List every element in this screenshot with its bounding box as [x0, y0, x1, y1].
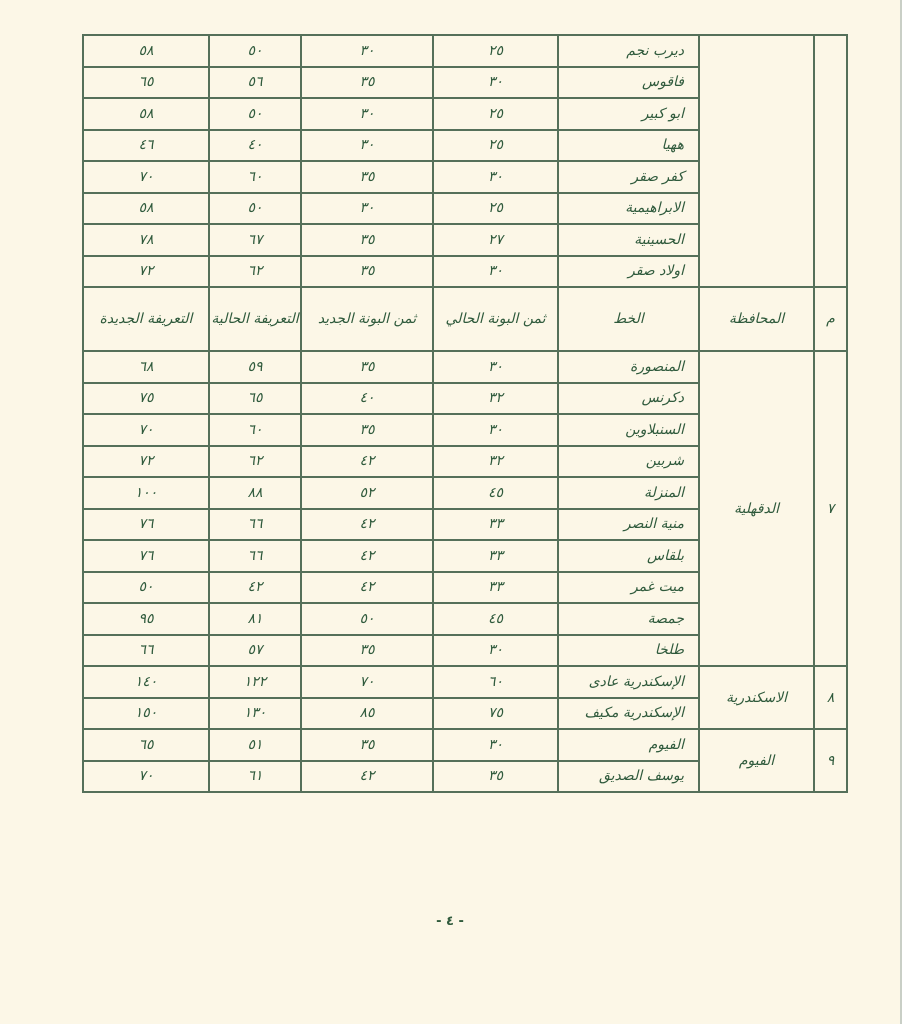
current-bottle-price: ٣٠ — [433, 729, 558, 761]
new-fare: ٧٠ — [83, 761, 209, 793]
current-bottle-price: ٣٣ — [433, 509, 558, 541]
current-bottle-price: ٣٢ — [433, 383, 558, 415]
line-name: فاقوس — [558, 67, 699, 99]
table-row — [83, 35, 847, 67]
group-num: ٨ — [814, 666, 847, 729]
line-name: يوسف الصديق — [558, 761, 699, 793]
header-current-fare: التعريفة الحالية — [209, 287, 301, 351]
current-bottle-price: ٣٣ — [433, 540, 558, 572]
current-fare: ٥٠ — [209, 193, 301, 225]
new-fare: ٧٢ — [83, 256, 209, 288]
current-fare: ١٣٠ — [209, 698, 301, 730]
current-bottle-price: ٤٥ — [433, 477, 558, 509]
current-bottle-price: ٢٥ — [433, 98, 558, 130]
new-bottle-price: ٤٢ — [301, 509, 433, 541]
line-name: ابو كبير — [558, 98, 699, 130]
current-bottle-price: ٤٥ — [433, 603, 558, 635]
line-name: المنصورة — [558, 351, 699, 383]
line-name: طلخا — [558, 635, 699, 667]
current-fare: ٦٢ — [209, 446, 301, 478]
new-fare: ٧٦ — [83, 540, 209, 572]
new-bottle-price: ٤٢ — [301, 540, 433, 572]
line-name: الابراهيمية — [558, 193, 699, 225]
current-fare: ٨١ — [209, 603, 301, 635]
line-name: المنزلة — [558, 477, 699, 509]
new-bottle-price: ٣٥ — [301, 256, 433, 288]
current-fare: ٨٨ — [209, 477, 301, 509]
current-fare: ٥١ — [209, 729, 301, 761]
current-fare: ٤٢ — [209, 572, 301, 604]
header-new-fare: التعريفة الجديدة — [83, 287, 209, 351]
table-row — [83, 351, 847, 383]
line-name: الحسينية — [558, 224, 699, 256]
header-new-bottle-price: ثمن البونة الجديد — [301, 287, 433, 351]
header-current-bottle-price: ثمن البونة الحالي — [433, 287, 558, 351]
line-name: جمصة — [558, 603, 699, 635]
current-bottle-price: ٦٠ — [433, 666, 558, 698]
current-fare: ٦١ — [209, 761, 301, 793]
current-fare: ٦٢ — [209, 256, 301, 288]
table-row — [83, 666, 847, 698]
current-bottle-price: ٢٥ — [433, 130, 558, 162]
current-bottle-price: ٣٥ — [433, 761, 558, 793]
group-num: ٩ — [814, 729, 847, 792]
current-fare: ٥٠ — [209, 98, 301, 130]
continued-governorate-cell — [699, 35, 814, 287]
group-governorate: الاسكندرية — [699, 666, 814, 729]
current-bottle-price: ٣٠ — [433, 67, 558, 99]
new-fare: ٥٨ — [83, 193, 209, 225]
current-bottle-price: ٣٠ — [433, 161, 558, 193]
new-fare: ١٥٠ — [83, 698, 209, 730]
new-bottle-price: ٣٥ — [301, 635, 433, 667]
current-fare: ٥٧ — [209, 635, 301, 667]
new-bottle-price: ٤٢ — [301, 572, 433, 604]
new-bottle-price: ٥٢ — [301, 477, 433, 509]
group-governorate: الدقهلية — [699, 351, 814, 666]
table-header-row — [83, 287, 847, 351]
new-bottle-price: ٣٥ — [301, 67, 433, 99]
new-bottle-price: ٣٠ — [301, 193, 433, 225]
current-bottle-price: ٣٣ — [433, 572, 558, 604]
new-bottle-price: ٣٠ — [301, 130, 433, 162]
new-fare: ٩٥ — [83, 603, 209, 635]
current-fare: ٤٠ — [209, 130, 301, 162]
header-num: م — [814, 287, 847, 351]
current-bottle-price: ٢٧ — [433, 224, 558, 256]
header-line: الخط — [558, 287, 699, 351]
new-fare: ٥٨ — [83, 98, 209, 130]
new-fare: ٧٠ — [83, 414, 209, 446]
current-bottle-price: ٣٠ — [433, 635, 558, 667]
current-bottle-price: ٣٠ — [433, 256, 558, 288]
new-fare: ٦٥ — [83, 67, 209, 99]
table-row — [83, 729, 847, 761]
line-name: الإسكندرية مكيف — [558, 698, 699, 730]
current-fare: ٦٥ — [209, 383, 301, 415]
line-name: بلقاس — [558, 540, 699, 572]
new-fare: ٧٥ — [83, 383, 209, 415]
current-fare: ٦٧ — [209, 224, 301, 256]
new-bottle-price: ٣٥ — [301, 729, 433, 761]
new-fare: ٧٠ — [83, 161, 209, 193]
new-fare: ٦٨ — [83, 351, 209, 383]
line-name: ههيا — [558, 130, 699, 162]
new-bottle-price: ٣٥ — [301, 161, 433, 193]
new-bottle-price: ٣٠ — [301, 98, 433, 130]
current-fare: ٥٩ — [209, 351, 301, 383]
page-number: - ٤ - — [436, 914, 464, 929]
group-num: ٧ — [814, 351, 847, 666]
current-fare: ٦٠ — [209, 161, 301, 193]
new-bottle-price: ٣٠ — [301, 35, 433, 67]
current-fare: ٥٠ — [209, 35, 301, 67]
current-fare: ٥٦ — [209, 67, 301, 99]
new-bottle-price: ٥٠ — [301, 603, 433, 635]
header-governorate: المحافظة — [699, 287, 814, 351]
line-name: ميت غمر — [558, 572, 699, 604]
current-bottle-price: ٣٠ — [433, 351, 558, 383]
current-fare: ٦٦ — [209, 509, 301, 541]
current-fare: ١٢٢ — [209, 666, 301, 698]
line-name: السنبلاوين — [558, 414, 699, 446]
new-fare: ٥٠ — [83, 572, 209, 604]
current-bottle-price: ٧٥ — [433, 698, 558, 730]
new-bottle-price: ٨٥ — [301, 698, 433, 730]
new-fare: ٧٨ — [83, 224, 209, 256]
new-bottle-price: ٧٠ — [301, 666, 433, 698]
new-fare: ١٤٠ — [83, 666, 209, 698]
new-fare: ١٠٠ — [83, 477, 209, 509]
line-name: منية النصر — [558, 509, 699, 541]
new-bottle-price: ٤٢ — [301, 761, 433, 793]
new-bottle-price: ٣٥ — [301, 351, 433, 383]
new-fare: ٧٦ — [83, 509, 209, 541]
continued-num-cell — [814, 35, 847, 287]
new-bottle-price: ٤٠ — [301, 383, 433, 415]
new-bottle-price: ٣٥ — [301, 224, 433, 256]
new-fare: ٥٨ — [83, 35, 209, 67]
line-name: شربين — [558, 446, 699, 478]
line-name: اولاد صقر — [558, 256, 699, 288]
line-name: كفر صقر — [558, 161, 699, 193]
current-fare: ٦٦ — [209, 540, 301, 572]
new-bottle-price: ٤٢ — [301, 446, 433, 478]
fare-table — [82, 34, 848, 793]
current-bottle-price: ٢٥ — [433, 193, 558, 225]
line-name: دكرنس — [558, 383, 699, 415]
new-bottle-price: ٣٥ — [301, 414, 433, 446]
current-fare: ٦٠ — [209, 414, 301, 446]
current-bottle-price: ٢٥ — [433, 35, 558, 67]
current-bottle-price: ٣٠ — [433, 414, 558, 446]
new-fare: ٤٦ — [83, 130, 209, 162]
line-name: ديرب نجم — [558, 35, 699, 67]
group-governorate: الفيوم — [699, 729, 814, 792]
line-name: الفيوم — [558, 729, 699, 761]
new-fare: ٧٢ — [83, 446, 209, 478]
new-fare: ٦٥ — [83, 729, 209, 761]
new-fare: ٦٦ — [83, 635, 209, 667]
line-name: الإسكندرية عادى — [558, 666, 699, 698]
current-bottle-price: ٣٢ — [433, 446, 558, 478]
